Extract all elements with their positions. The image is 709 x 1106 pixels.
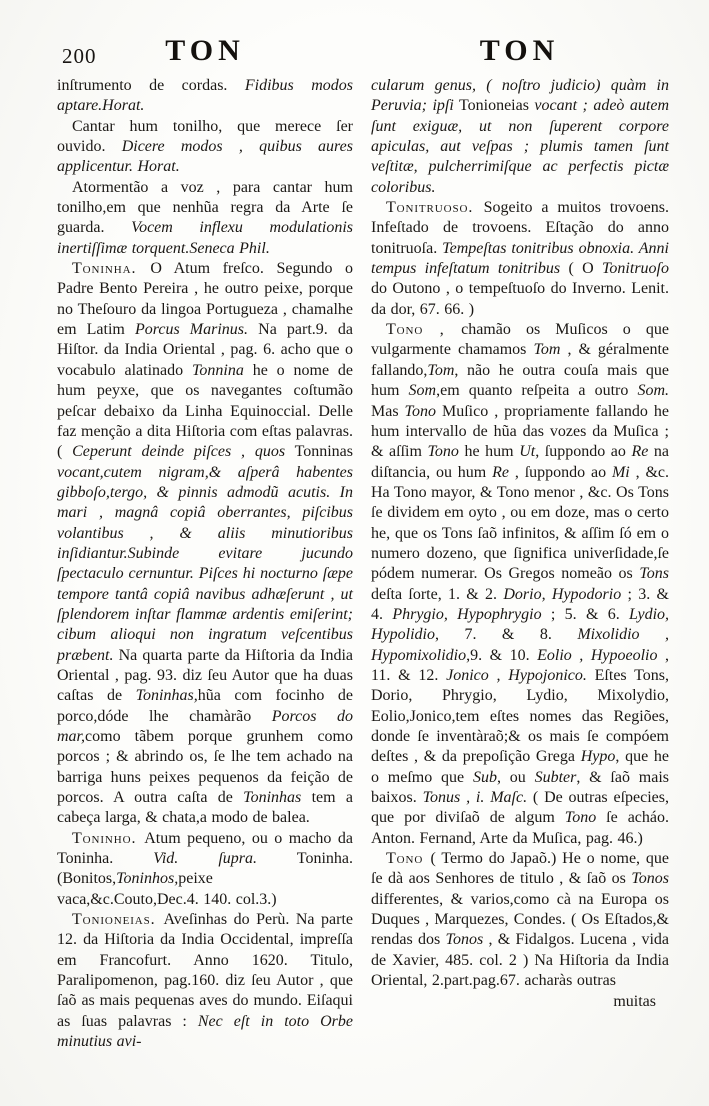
italic-quotation: Mixolidio , Hypomixolidio <box>371 626 669 664</box>
italic-quotation: Tonos <box>631 870 669 888</box>
entry-headword: Toninha. <box>72 260 151 278</box>
italic-quotation: cularum genus, ( noſtro judicio) quàm in Peruvia; ipſi <box>371 77 669 115</box>
italic-quotation: Lydio, Hypolidio <box>371 605 670 644</box>
italic-quotation: Tonos <box>445 931 484 949</box>
catchword: muitas <box>613 993 656 1011</box>
italic-quotation: Hypo <box>580 748 616 766</box>
italic-quotation: Subter <box>534 768 577 786</box>
dictionary-paragraph: Tono ( Termo do Japaõ.) He o nome, que ſe dà aos Senhores de titulo , & ſaõ os Tonos differentes, & varios,como cà na Europa os Duques , Marquezes, Condes. ( Os Eſtados,& rendas dos Tonos , & Fidalgos. Lucena , vida de Xavier, 485. col. 2 ) Na Hiſtoria da India Oriental, 2.part.pag.67. acharàs outras <box>371 850 670 990</box>
running-title-right: TON <box>479 34 560 67</box>
italic-quotation: Toninhas, <box>135 687 198 705</box>
dictionary-paragraph: Cantar hum tonilho, que merece ſer ouvido. Dicere modos , quibus aures applicentur. Horat. <box>57 117 353 176</box>
page-masthead <box>0 34 709 74</box>
italic-quotation: vocant,cutem nigram,& aſperâ habentes gibboſo,tergo, & pinnis admodũ acutis. In mari , magnâ copiâ oberrantes, piſcibus volantibus , & aliis minutioribus inſidiantur.Subinde evitare jucundo ſpectaculo cernuntur. Piſces hi nocturno ſæpe tempore tantâ copiâ navibus adhæſerunt , ut ſplendorem inſtar flammæ ardentis emiſerint; cibum alioqui non ingratum veſcentibus præbent. <box>57 463 353 664</box>
italic-quotation: Tom <box>533 341 561 359</box>
entry-headword: Toninho. <box>72 829 145 847</box>
entry-headword: Tono , <box>386 321 462 339</box>
italic-quotation: Dicere modos , quibus aures applicentur. Horat. <box>57 138 353 176</box>
entry-headword: Tono <box>386 850 431 868</box>
italic-quotation: Tonus , i. Maſc. <box>422 789 528 807</box>
italic-quotation: Sub <box>472 768 497 786</box>
text-column-left <box>57 76 353 1066</box>
italic-quotation: Porcus Marinus. <box>134 321 249 339</box>
dictionary-paragraph: inſtrumento de cordas. Fidibus modos aptare.Horat. <box>57 77 353 115</box>
italic-quotation: Dorio, Hypodorio <box>503 585 622 603</box>
italic-quotation: Tonnina <box>191 361 244 379</box>
italic-quotation: Vid. ſupra. <box>153 850 258 868</box>
page-number: 200 <box>62 44 97 68</box>
entry-headword: Tonioneias. <box>72 911 164 929</box>
dictionary-paragraph: Atormentão a voz , para cantar hum tonilho,em que nenhũa regra da Arte ſe guarda. Vocem inflexu modulationis inertiſſimæ torquent.Seneca Phil. <box>57 178 354 257</box>
italic-quotation: Tons <box>639 565 669 583</box>
dictionary-paragraph: Toninha. O Atum freſco. Segundo o Padre Bento Pereira , he outro peixe, porque no Theſouro da lingoa Portugueza , chamalhe em Latim Porcus Marinus. Na part.9. da Hiſtor. da India Oriental , pag. 6. acho que o vocabulo alatinado Tonnina he o nome de hum peyxe, que os navegantes coſtumão peſcar debaixo da Linha Equinoccial. Delle faz menção a dita Hiſtoria com eſtas palavras. ( Ceperunt deinde piſces , quos Tonninas vocant,cutem nigram,& aſperâ habentes gibboſo,tergo, & pinnis admodũ acutis. In mari , magnâ copiâ oberrantes, piſcibus volantibus , & aliis minutioribus inſidiantur.Subinde evitare jucundo ſpectaculo cernuntur. Piſces hi nocturno ſæpe tempore tantâ copiâ navibus adhæſerunt , ut ſplendorem inſtar flammæ ardentis emiſerint; cibum alioqui non ingratum veſcentibus præbent. Na quarta parte da Hiſtoria da India Oriental , pag. 93. diz ſeu Autor que ha duas caſtas de Toninhas,hũa com focinho de porco,dóde lhe chamàrão Porcos do mar,como tãbem porque grunhem como porcos ; & abrindo os, ſe lhe tem achado na barriga huns peixes pequenos da feição de porcos. A outra caſta de Toninhas tem a cabeça larga, & chata,a modo de balea. <box>57 260 353 827</box>
italic-quotation: Re <box>492 463 509 481</box>
italic-quotation: Nec eſt in toto Orbe minutius avi- <box>57 1012 353 1051</box>
italic-quotation: Tom <box>427 361 455 379</box>
italic-quotation: Mi <box>611 463 630 481</box>
italic-quotation: Eolio , Hypoeolio <box>537 646 658 664</box>
entry-headword: Tonitruoso. <box>386 199 484 217</box>
italic-quotation: Ut <box>519 443 536 461</box>
italic-quotation: Tono <box>427 443 459 461</box>
italic-quotation: Tono <box>564 809 597 827</box>
dictionary-paragraph: Tonitruoso. Sogeito a muitos trovoens. Infeſtado de trovoens. Eſtação do anno tonitruoſa. Tempeſtas tonitribus obnoxia. Anni tempus infeſtatum tonitribus ( O Tonitruoſo do Outono , o tempeſtuoſo do Inverno. Lenit. da dor, 67. 66. ) <box>371 199 669 318</box>
dictionary-paragraph: Tono , chamão os Muſicos o que vulgarmente chamamos Tom , & géralmente fallando,Tom, não he outra couſa mais que hum Som,em quanto reſpeita a outro Som. Mas Tono Muſico , propriamente fallando he hum intervallo de hũa das vozes da Muſica ; & aſſim Tono he hum Ut, ſuppondo ao Re na diſtancia, ou hum Re , ſuppondo ao Mi , &c. Ha Tono mayor, & Tono menor , &c. Os Tons ſe dividem em oyto , ou em doze, mas o certo he, que os Tons ſaõ infinitos, & aſſim ſó em o numero dozeno, que ſignifica univerſidade,ſe pódem numerar. Os Gregos nomeão os Tons deſta ſorte, 1. & 2. Dorio, Hypodorio ; 3. & 4. Phrygio, Hypophrygio ; 5. & 6. Lydio, Hypolidio, 7. & 8. Mixolidio , Hypomixolidio,9. & 10. Eolio , Hypoeolio , 11. & 12. Jonico , Hypojonico. Eſtes Tons, Dorio, Phrygio, Lydio, Mixolydio, Eolio,Jonico,tem eſtes nomes das Regiões, donde ſe inventàraõ;& os mais ſe compóem deſtes , & da prepoſição Grega Hypo, que he o meſmo que Sub, ou Subter, & ſaõ mais baixos. Tonus , i. Maſc. ( De outras eſpecies, que por diviſaõ de algum Tono ſe acháo. Anton. Fernand, Arte da Muſica, pag. 46.) <box>371 321 670 847</box>
italic-quotation: Fidibus modos aptare.Horat. <box>57 77 353 115</box>
italic-quotation: Som <box>408 382 437 400</box>
dictionary-paragraph: Tonioneias. Aveſinhas do Perù. Na parte 12. da Hiſtoria da India Occidental, impreſſa em Francofurt. Anno 1620. Titulo, Paralipomenon, pag.160. diz ſeu Autor , que ſaõ as mais pequenas aves do mundo. Eiſaqui as ſuas palavras : Nec eſt in toto Orbe minutius avi- <box>57 911 353 1051</box>
dictionary-paragraph: cularum genus, ( noſtro judicio) quàm in Peruvia; ipſi Tonioneias vocant ; adeò autem ſunt exiguæ, ut non ſuperent corpore apiculas, aut veſpas ; plumis tamen ſunt veſtitæ, pulcherrimiſque ac perfectis pictæ coloribus. <box>371 77 669 196</box>
text-column-right <box>371 76 669 1086</box>
italic-quotation: Jonico , Hypojonico. <box>446 666 587 684</box>
italic-quotation: Tonitruoſo <box>602 260 669 278</box>
italic-quotation: Toninhas <box>243 789 302 807</box>
italic-quotation: Tono <box>404 402 436 420</box>
dictionary-paragraph: Toninho. Atum pequeno, ou o macho da Toninha. Vid. ſupra. Toninha. (Bonitos,Toninhos,peixe vaca,&c.Couto,Dec.4. 140. col.3.) <box>57 829 354 908</box>
italic-quotation: Phrygio, Hypophrygio <box>392 605 542 623</box>
italic-quotation: Tempeſtas tonitribus obnoxia. Anni tempus infeſtatum tonitribus <box>371 239 669 278</box>
italic-quotation: Som. <box>637 382 669 400</box>
italic-quotation: Porcos do mar, <box>57 707 353 745</box>
italic-quotation: vocant ; adeò autem ſunt exiguæ, ut non ſuperent corpore apiculas, aut veſpas ; plumis tamen ſunt veſtitæ, pulcherrimiſque ac perfectis pictæ coloribus. <box>371 97 669 196</box>
running-title-left: TON <box>165 34 245 67</box>
italic-quotation: Re <box>631 443 649 461</box>
italic-quotation: Ceperunt deinde piſces , quos <box>72 443 286 461</box>
italic-quotation: Vocem inflexu modulationis inertiſſimæ torquent.Seneca Phil. <box>57 219 354 257</box>
italic-quotation: Toninhos, <box>116 870 179 888</box>
